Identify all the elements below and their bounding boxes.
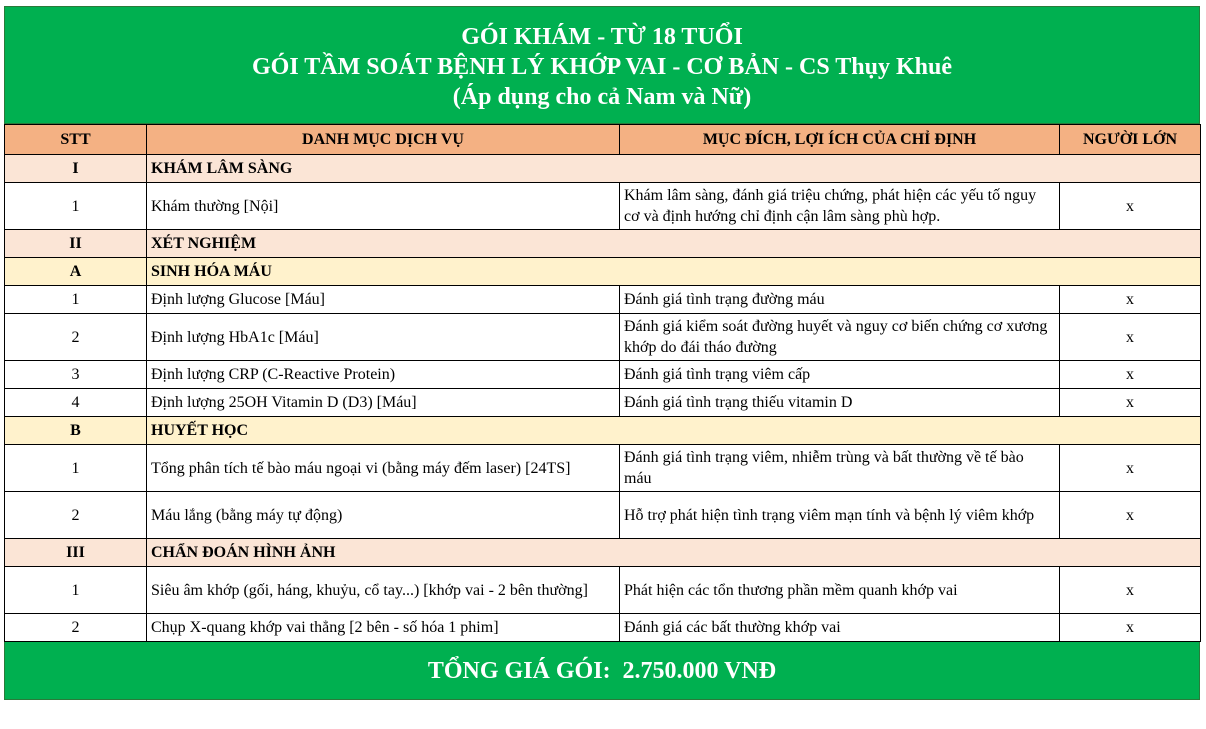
price-sheet (4, 6, 1200, 700)
row-purpose: Đánh giá tình trạng viêm, nhiễm trùng và bất thường về tế bào máu (620, 445, 1060, 492)
row-purpose: Đánh giá tình trạng thiếu vitamin D (620, 389, 1060, 417)
row-adult-mark: x (1060, 492, 1201, 539)
table-row (5, 445, 1201, 492)
header-line-1: GÓI KHÁM - TỪ 18 TUỔI (461, 24, 743, 50)
row-adult-mark: x (1060, 314, 1201, 361)
table-row (5, 183, 1201, 230)
row-adult-mark: x (1060, 361, 1201, 389)
col-header-service: DANH MỤC DỊCH VỤ (147, 125, 620, 155)
section-row (5, 230, 1201, 258)
header-line-2: GÓI TẦM SOÁT BỆNH LÝ KHỚP VAI - CƠ BẢN - CS Thụy Khuê (252, 54, 952, 80)
row-adult-mark: x (1060, 286, 1201, 314)
row-purpose: Đánh giá tình trạng đường máu (620, 286, 1060, 314)
table-row (5, 389, 1201, 417)
col-header-stt: STT (5, 125, 147, 155)
row-service: Định lượng HbA1c [Máu] (147, 314, 620, 361)
row-purpose: Đánh giá kiểm soát đường huyết và nguy cơ biến chứng cơ xương khớp do đái tháo đường (620, 314, 1060, 361)
row-service: Tổng phân tích tế bào máu ngoại vi (bằng máy đếm laser) [24TS] (147, 445, 620, 492)
section-row (5, 539, 1201, 567)
table-row (5, 492, 1201, 539)
table-row (5, 314, 1201, 361)
row-stt: 1 (5, 445, 147, 492)
subsection-row (5, 258, 1201, 286)
section-number: III (5, 539, 147, 567)
row-stt: 3 (5, 361, 147, 389)
row-purpose: Đánh giá các bất thường khớp vai (620, 614, 1060, 642)
row-purpose: Phát hiện các tổn thương phần mềm quanh khớp vai (620, 567, 1060, 614)
table-row (5, 614, 1201, 642)
row-adult-mark: x (1060, 183, 1201, 230)
table-row (5, 286, 1201, 314)
col-header-purpose: MỤC ĐÍCH, LỢI ÍCH CỦA CHỈ ĐỊNH (620, 125, 1060, 155)
row-stt: 2 (5, 614, 147, 642)
section-title: KHÁM LÂM SÀNG (147, 155, 1201, 183)
service-table (4, 124, 1201, 642)
section-row (5, 155, 1201, 183)
subsection-letter: B (5, 417, 147, 445)
row-stt: 2 (5, 492, 147, 539)
row-stt: 2 (5, 314, 147, 361)
subsection-title: HUYẾT HỌC (147, 417, 1201, 445)
row-service: Định lượng Glucose [Máu] (147, 286, 620, 314)
row-stt: 1 (5, 183, 147, 230)
subsection-letter: A (5, 258, 147, 286)
col-header-adult: NGƯỜI LỚN (1060, 125, 1201, 155)
row-adult-mark: x (1060, 567, 1201, 614)
row-adult-mark: x (1060, 614, 1201, 642)
row-service: Định lượng CRP (C-Reactive Protein) (147, 361, 620, 389)
row-service: Định lượng 25OH Vitamin D (D3) [Máu] (147, 389, 620, 417)
section-title: XÉT NGHIỆM (147, 230, 1201, 258)
header-line-3: (Áp dụng cho cả Nam và Nữ) (452, 84, 752, 110)
subsection-title: SINH HÓA MÁU (147, 258, 1201, 286)
subsection-row (5, 417, 1201, 445)
table-row (5, 567, 1201, 614)
section-title: CHẨN ĐOÁN HÌNH ẢNH (147, 539, 1201, 567)
row-stt: 4 (5, 389, 147, 417)
row-adult-mark: x (1060, 445, 1201, 492)
row-service: Siêu âm khớp (gối, háng, khuỷu, cổ tay...) [khớp vai - 2 bên thường] (147, 567, 620, 614)
table-row (5, 361, 1201, 389)
row-purpose: Hỗ trợ phát hiện tình trạng viêm mạn tính và bệnh lý viêm khớp (620, 492, 1060, 539)
table-header-row (5, 125, 1201, 155)
total-price: TỔNG GIÁ GÓI: 2.750.000 VNĐ (4, 642, 1200, 700)
row-service: Máu lắng (bằng máy tự động) (147, 492, 620, 539)
row-stt: 1 (5, 567, 147, 614)
row-service: Khám thường [Nội] (147, 183, 620, 230)
section-number: II (5, 230, 147, 258)
row-stt: 1 (5, 286, 147, 314)
package-header (4, 6, 1200, 124)
section-number: I (5, 155, 147, 183)
row-service: Chụp X-quang khớp vai thẳng [2 bên - số hóa 1 phim] (147, 614, 620, 642)
row-purpose: Khám lâm sàng, đánh giá triệu chứng, phát hiện các yếu tố nguy cơ và định hướng chỉ định cận lâm sàng phù hợp. (620, 183, 1060, 230)
row-adult-mark: x (1060, 389, 1201, 417)
row-purpose: Đánh giá tình trạng viêm cấp (620, 361, 1060, 389)
